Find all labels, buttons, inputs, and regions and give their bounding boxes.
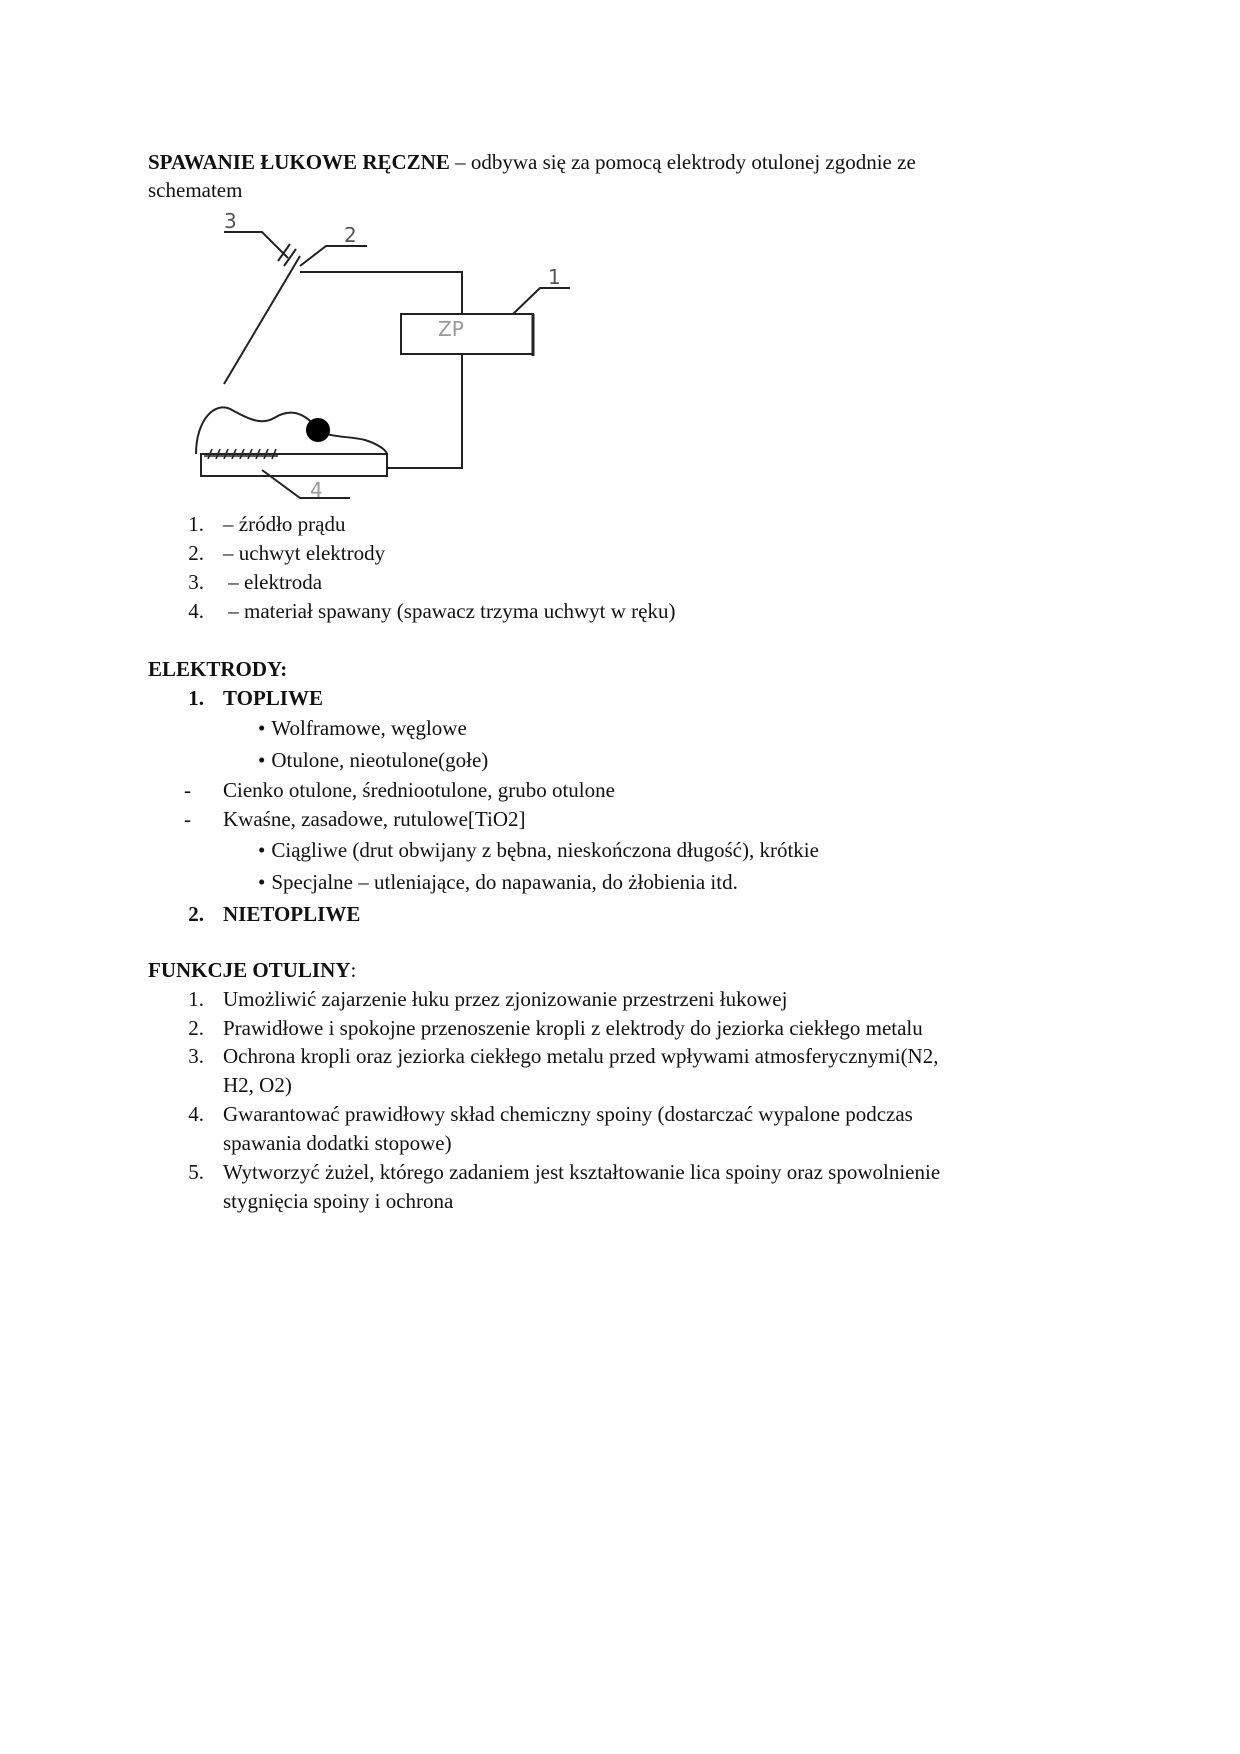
weld-droplet (306, 418, 330, 442)
intro-heading: SPAWANIE ŁUKOWE RĘCZNE (148, 150, 450, 174)
welding-schematic (0, 0, 1240, 520)
functions-heading: FUNKCJE OTULINY: (148, 958, 357, 982)
function-text-1: Umożliwić zajarzenie łuku przez zjonizowanie przestrzeni łukowej (223, 987, 788, 1011)
leader-3 (224, 232, 288, 258)
base-material (201, 454, 387, 476)
bullet-item: • Wolframowe, węglowe (258, 714, 467, 742)
electrodes-heading: ELEKTRODY: (148, 657, 288, 681)
current-source-box (401, 314, 533, 354)
legend-text-3: – elektroda (223, 570, 323, 594)
function-text-2: Prawidłowe i spokojne przenoszenie kropli z elektrody do jeziorka ciekłego metalu (223, 1016, 923, 1040)
bullet-item: • Ciągliwe (drut obwijany z bębna, nieskończona długość), krótkie (258, 836, 819, 864)
welder-hand-outline (196, 407, 387, 454)
dash-item: Kwaśne, zasadowe, rutulowe[TiO2] (223, 807, 526, 831)
diagram-label-2: 2 (344, 223, 357, 247)
electrode-line (224, 256, 300, 384)
function-text-4a: Gwarantować prawidłowy skład chemiczny spoiny (dostarczać wypalone podczas (223, 1102, 913, 1126)
legend-num-1: 1. (188, 512, 204, 536)
cable-top (300, 272, 462, 314)
diagram-label-4: 4 (310, 478, 323, 502)
diagram-label-3: 3 (224, 209, 237, 233)
legend-num-3: 3. (188, 570, 204, 594)
dash-item: Cienko otulone, średniootulone, grubo otulone (223, 778, 615, 802)
intro-text-line2: schematem (148, 178, 243, 202)
function-num-4: 4. (188, 1102, 204, 1126)
function-num-1: 1. (188, 987, 204, 1011)
intro-text-line1: – odbywa się za pomocą elektrody otulonej zgodnie ze (449, 150, 916, 174)
function-num-5: 5. (188, 1160, 204, 1184)
leader-1 (513, 288, 570, 314)
nietopliwe-label: NIETOPLIWE (223, 902, 361, 926)
nietopliwe-num: 2. (188, 902, 204, 926)
cable-bottom (387, 354, 462, 468)
legend-text-2: – uchwyt elektrody (223, 541, 386, 565)
leader-2 (300, 246, 367, 266)
diagram-label-zp: ZP (438, 317, 464, 341)
legend-num-4: 4. (188, 599, 204, 623)
diagram-label-1: 1 (548, 265, 561, 289)
topliwe-num: 1. (188, 686, 204, 710)
legend-text-1: – źródło prądu (223, 512, 346, 536)
weld-hatch (208, 449, 276, 459)
dash-marker: - (184, 807, 191, 831)
topliwe-label: TOPLIWE (223, 686, 323, 710)
function-text-3b: H2, O2) (223, 1073, 292, 1097)
bullet-item: • Otulone, nieotulone(gołe) (258, 746, 488, 774)
function-text-5a: Wytworzyć żużel, którego zadaniem jest kształtowanie lica spoiny oraz spowolnienie (223, 1160, 941, 1184)
function-num-3: 3. (188, 1044, 204, 1068)
leader-4 (262, 470, 350, 498)
dash-marker: - (184, 778, 191, 802)
function-text-3a: Ochrona kropli oraz jeziorka ciekłego metalu przed wpływami atmosferycznymi(N2, (223, 1044, 939, 1068)
legend-text-4: – materiał spawany (spawacz trzyma uchwyt w ręku) (223, 599, 676, 623)
legend-num-2: 2. (188, 541, 204, 565)
bullet-item: • Specjalne – utleniające, do napawania, do żłobienia itd. (258, 868, 738, 896)
function-text-4b: spawania dodatki stopowe) (223, 1131, 452, 1155)
function-text-5b: stygnięcia spoiny i ochrona (223, 1189, 454, 1213)
function-num-2: 2. (188, 1016, 204, 1040)
